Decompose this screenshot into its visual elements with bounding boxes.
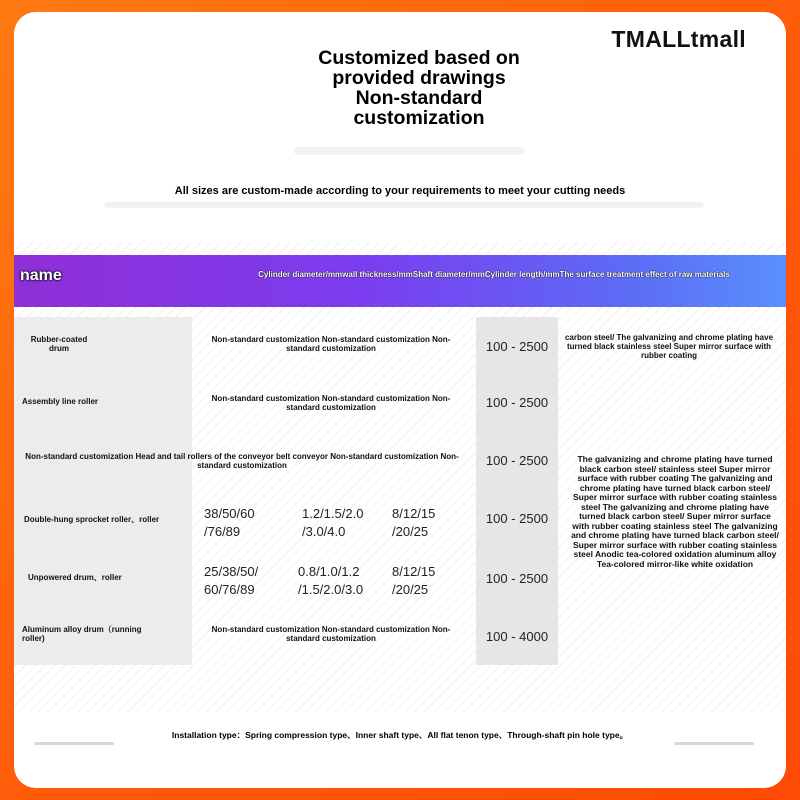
table-row xyxy=(14,607,786,665)
row-length: 100 - 2500 xyxy=(485,395,549,410)
blurred-text-decoration xyxy=(294,147,524,155)
row-length: 100 - 4000 xyxy=(485,629,549,644)
table-row xyxy=(14,317,786,375)
hero-title xyxy=(264,48,574,128)
row-length: 100 - 2500 xyxy=(485,453,549,468)
row-length: 100 - 2500 xyxy=(485,511,549,526)
row-name: Aluminum alloy drum（running roller) xyxy=(22,625,142,643)
subtitle: All sizes are custom-made according to your requirements to meet your cutting needs xyxy=(174,185,626,197)
brand-logo: TMALLtmall xyxy=(611,26,746,52)
surface-treatment-description: The galvanizing and chrome plating have turned black carbon steel/ stainless steel Super mirror surface with rubber coating The galvanizing and chrome plating have turned black carbon steel/ Super mirror surface with rubber coating stainless steel The galvanizing and chrome plating have turned black carbon steel/ Super mirror surface with rubber coating stainless steel The galvanizing and chrome plating have turned black carbon steel/ Super mirror surface with rubber coating stainless steel Anodic tea-colored oxidation aluminum alloy Tea-colored mirror-like white oxidation xyxy=(571,454,779,569)
table-row xyxy=(14,375,786,433)
hero-title-line: Non-standard xyxy=(355,87,483,109)
row-name: Assembly line roller xyxy=(22,397,99,406)
row-name: Rubber-coated drum xyxy=(30,335,88,353)
row-merged-spec: Non-standard customization Non-standard customization Non-standard customization xyxy=(211,394,451,412)
blurred-text-decoration xyxy=(34,742,114,745)
header-name-label: name xyxy=(20,267,62,284)
row-diameter: 25/38/50/ 60/76/89 xyxy=(204,564,259,597)
row-merged-spec: Non-standard customization Head and tail rollers of the conveyor belt conveyor Non-standard customization Non-standard customization xyxy=(25,452,459,470)
row-wall-thickness: 1.2/1.5/2.0 /3.0/4.0 xyxy=(302,506,364,539)
blurred-text-decoration xyxy=(674,742,754,745)
row-diameter: 38/50/60 /76/89 xyxy=(204,506,255,539)
row-shaft-diameter: 8/12/15 /20/25 xyxy=(392,564,436,597)
installation-types: Installation type：Spring compression type、Inner shaft type、All flat tenon type、Through-shaft pin hole type。 xyxy=(171,730,629,740)
hero-title-line: provided drawings xyxy=(332,67,506,89)
row-length: 100 - 2500 xyxy=(485,571,549,586)
row-surface: carbon steel/ The galvanizing and chrome plating have turned black stainless steel Super mirror surface with rubber coating xyxy=(564,333,774,360)
row-merged-spec: Non-standard customization Non-standard customization Non-standard customization xyxy=(211,335,451,353)
row-wall-thickness: 0.8/1.0/1.2 /1.5/2.0/3.0 xyxy=(298,564,364,597)
row-merged-spec: Non-standard customization Non-standard customization Non-standard customization xyxy=(211,625,451,643)
hero-title-line: Customized based on xyxy=(318,47,520,69)
row-name: Unpowered drum、roller xyxy=(28,573,122,582)
table-header xyxy=(14,255,786,307)
row-length: 100 - 2500 xyxy=(485,339,549,354)
hero-title-line: customization xyxy=(353,107,485,129)
header-columns: Cylinder diameter/mmwall thickness/mmShaft diameter/mmCylinder length/mmThe surface treatment effect of raw materials xyxy=(258,270,730,279)
product-card xyxy=(14,12,786,788)
blurred-text-decoration xyxy=(104,202,704,208)
row-name: Double-hung sprocket roller、roller xyxy=(24,515,160,524)
row-shaft-diameter: 8/12/15 /20/25 xyxy=(392,506,436,539)
